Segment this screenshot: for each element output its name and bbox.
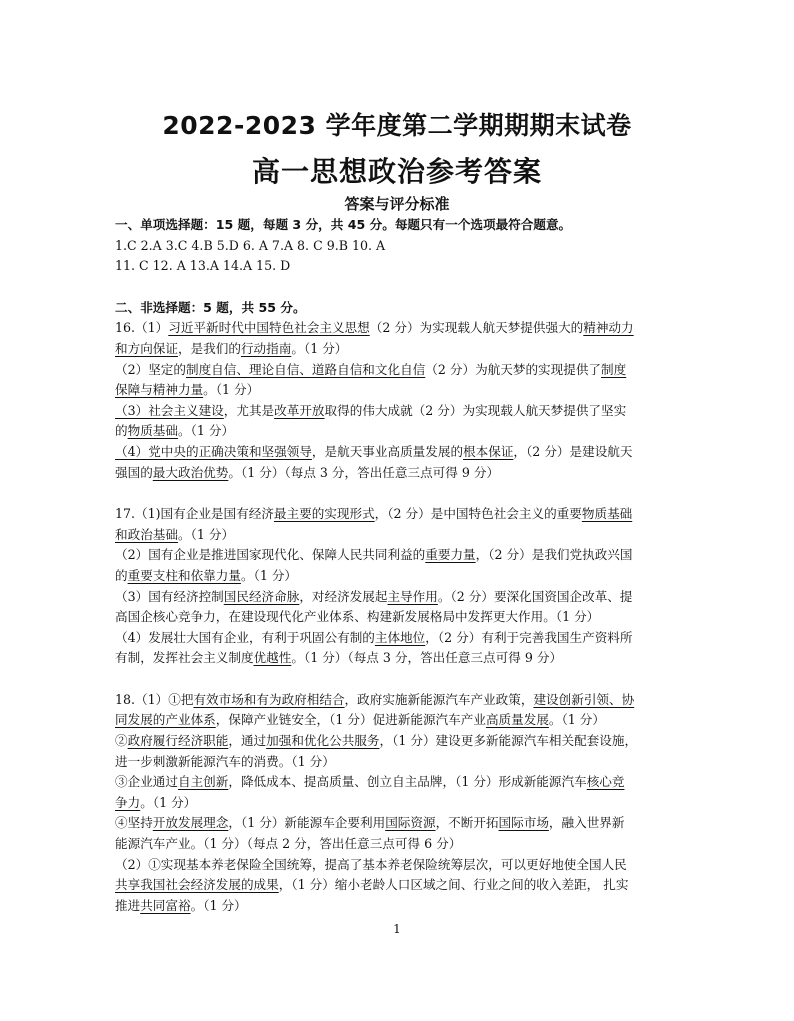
q17-line-5: （3）国有经济控制国民经济命脉，对经济发展起主导作用。（2 分）要深化国资国企改革、提 — [115, 588, 633, 604]
q16-line-7: （4）党中央的正确决策和坚强领导，是航天事业高质量发展的根本保证，（2 分）是建设航天 — [115, 443, 633, 459]
q16-line-1: 16.（1）习近平新时代中国特色社会主义思想（2 分）为实现载人航天梦提供强大的精神动力 — [115, 320, 634, 336]
q16-line-6: 的物质基础。（1 分） — [115, 423, 235, 439]
q18-line-2: 同发展的产业体系，保障产业链安全，（1 分）促进新能源汽车产业高质量发展。（1 分） — [115, 712, 605, 728]
choice-answers-row-2: 11. C 12. A 13.A 14.A 15. D — [115, 258, 291, 274]
q18-line-6: 争力。（1 分） — [115, 794, 197, 810]
q16-line-3: （2）坚定的制度自信、理论自信、道路自信和文化自信（2 分）为航天梦的实现提供了制度 — [115, 361, 627, 377]
exam-title: 2022-2023 学年度第二学期期期末试卷 — [162, 111, 632, 140]
q17-line-1: 17.（1)国有企业是国有经济最主要的实现形式，（2 分）是中国特色社会主义的重要物质基础 — [115, 506, 633, 522]
q16-line-5: （3）社会主义建设，尤其是改革开放取得的伟大成就（2 分）为实现载人航天梦提供了坚实 — [115, 402, 627, 418]
choice-answers-row-1: 1.C 2.A 3.C 4.B 5.D 6. A 7.A 8. C 9.B 10. A — [115, 237, 386, 253]
q18-line-10: 共享我国社会经济发展的成果，（1 分）缩小老龄人口区域之间、行业之间的收入差距， 扎实 — [115, 877, 629, 893]
answer-body — [115, 215, 690, 916]
q18-line-3: ②政府履行经济职能，通过加强和优化公共服务，（1 分）建设更多新能源汽车相关配套设施， — [115, 733, 638, 749]
q16-line-4: 保障与精神力量。（1 分） — [115, 382, 260, 398]
q17-line-8: 有制，发挥社会主义制度优越性。（1 分）（每点 3 分，答出任意三点可得 9 分） — [115, 650, 563, 666]
section2-title: 二、非选择题：5 题，共 55 分。 — [115, 299, 306, 315]
q18-line-4: 进一步刺激新能源汽车的消费。（1 分） — [115, 753, 335, 769]
q18-line-9: （2）①实现基本养老保险全国统筹，提高了基本养老保险统筹层次，可以更好地使全国人民 — [115, 856, 627, 872]
q17-line-4: 的重要支柱和依靠力量。（1 分） — [115, 567, 298, 583]
q17-line-2: 和政治基础。（1 分） — [115, 526, 235, 542]
q18-line-11: 推进共同富裕。（1 分） — [115, 897, 247, 913]
q16-line-8: 强国的最大政治优势。（1 分）（每点 3 分，答出任意三点可得 9 分） — [115, 464, 500, 480]
q17-line-6: 高国企核心竞争力，在建设现代化产业体系、构建新发展格局中发挥更大作用。（1 分） — [115, 609, 600, 625]
q18-line-8: 能源汽车产业。（1 分）（每点 2 分，答出任意三点可得 6 分） — [115, 836, 462, 852]
answer-heading: 答案与评分标准 — [344, 195, 450, 213]
q18-line-5: ③企业通过自主创新，降低成本、提高质量、创立自主品牌，（1 分）形成新能源汽车核心竞 — [115, 774, 625, 790]
page-number: 1 — [393, 922, 401, 936]
exam-subtitle: 高一思想政治参考答案 — [251, 155, 542, 188]
section1-title: 一、单项选择题：15 题，每题 3 分，共 45 分。每题只有一个选项最符合题意。 — [115, 217, 572, 232]
q18-line-1: 18.（1）①把有效市场和有为政府相结合，政府实施新能源汽车产业政策，建设创新引领、协 — [115, 691, 635, 707]
q16-line-2: 和方向保证，是我们的行动指南。（1 分） — [115, 340, 348, 356]
q17-line-3: （2）国有企业是推进国家现代化、保障人民共同利益的重要力量，（2 分）是我们党执政兴国 — [115, 547, 633, 563]
q18-line-7: ④坚持开放发展理念，（1 分）新能源车企要利用国际资源，不断开拓国际市场，融入世界新 — [115, 815, 625, 831]
q17-line-7: （4）发展壮大国有企业，有利于巩固公有制的主体地位，（2 分）有利于完善我国生产资料所 — [115, 629, 633, 645]
